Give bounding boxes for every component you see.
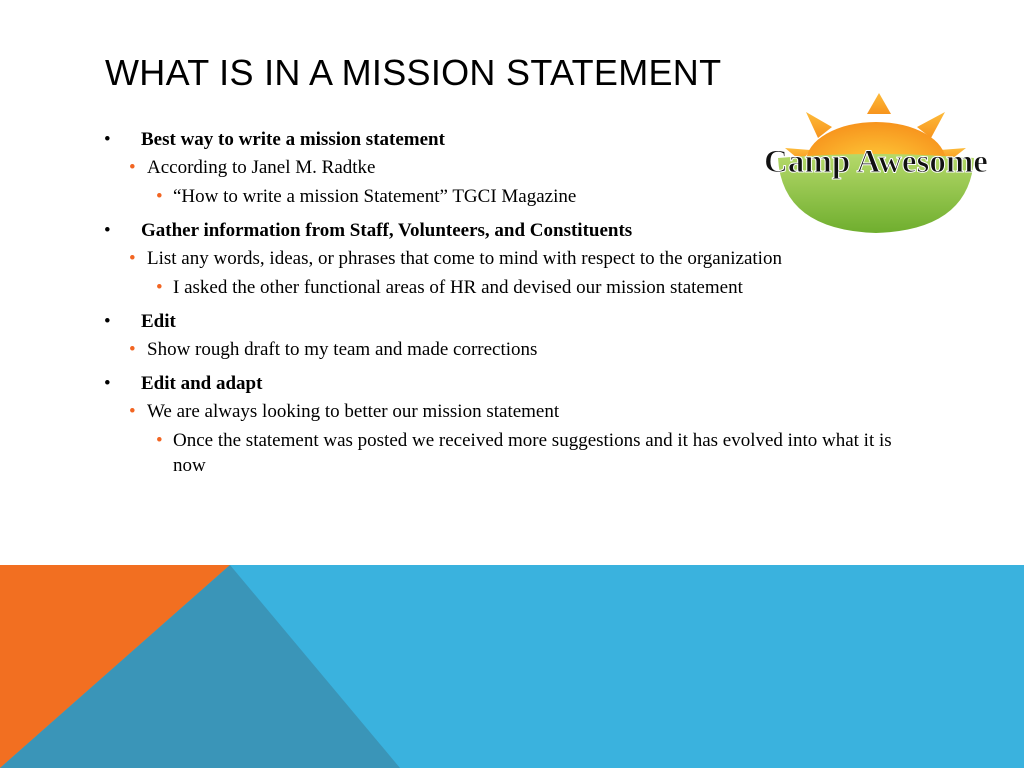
- bullet-dot-icon: •: [104, 373, 111, 394]
- logo-text: Camp Awesome: [764, 144, 988, 180]
- bullet-dot-icon: •: [104, 129, 111, 150]
- bullet-text: Once the statement was posted we received more suggestions and it has evolved into what it is now: [173, 430, 892, 476]
- bullet-level-1: [0, 371, 1024, 397]
- bullet-group: [0, 371, 1024, 480]
- bullet-group: [0, 309, 1024, 364]
- bullet-dot-icon: •: [129, 157, 136, 178]
- bullet-dot-icon: •: [156, 430, 163, 451]
- bullet-dot-icon: •: [104, 311, 111, 332]
- bullet-dot-icon: •: [129, 339, 136, 360]
- bullet-dot-icon: •: [104, 220, 111, 241]
- bullet-level-3: [0, 273, 923, 302]
- bullet-text: We are always looking to better our mission statement: [147, 401, 560, 422]
- bullet-text: Edit and adapt: [141, 373, 263, 394]
- bullet-dot-icon: •: [129, 401, 136, 422]
- bullet-level-2: [0, 335, 1024, 364]
- bullet-level-1: [0, 309, 1024, 335]
- bullet-text: List any words, ideas, or phrases that come to mind with respect to the organization: [147, 248, 782, 269]
- bullet-level-3: [0, 426, 923, 480]
- bullet-text: Show rough draft to my team and made corrections: [147, 339, 538, 360]
- bullet-dot-icon: •: [156, 277, 163, 298]
- footer-decoration: [0, 565, 1024, 768]
- bullet-text: I asked the other functional areas of HR and devised our mission statement: [173, 277, 743, 298]
- slide-title: WHAT IS IN A MISSION STATEMENT: [105, 52, 722, 93]
- bullet-level-2: [0, 244, 1024, 273]
- bullet-text: Edit: [141, 311, 176, 332]
- bullet-text: According to Janel M. Radtke: [147, 157, 376, 178]
- bullet-text: Gather information from Staff, Volunteers, and Constituents: [141, 220, 633, 241]
- bullet-dot-icon: •: [129, 248, 136, 269]
- bullet-level-2: [0, 397, 1024, 426]
- camp-awesome-logo: [740, 90, 1012, 240]
- bullet-dot-icon: •: [156, 186, 163, 207]
- bullet-text: Best way to write a mission statement: [141, 129, 445, 150]
- bullet-text: “How to write a mission Statement” TGCI Magazine: [173, 186, 577, 207]
